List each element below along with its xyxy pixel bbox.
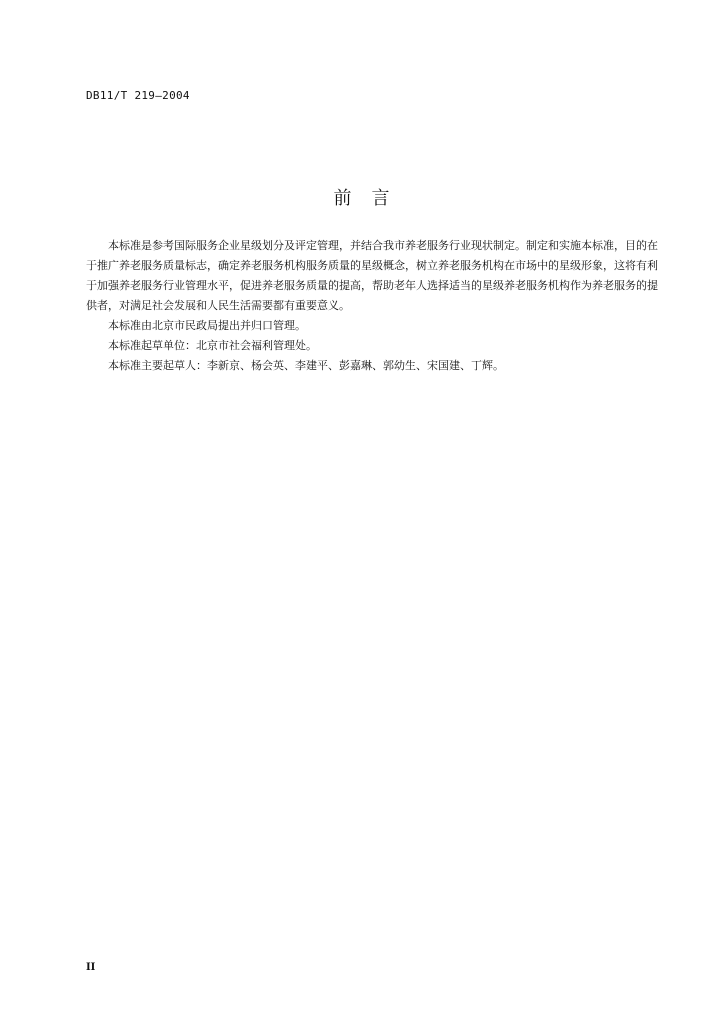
standard-code: DB11/T 219—2004 xyxy=(86,89,190,102)
foreword-paragraph-drafting-unit: 本标准起草单位：北京市社会福利管理处。 xyxy=(108,339,317,352)
foreword-body xyxy=(86,236,658,376)
page-title: 前 言 xyxy=(333,188,391,209)
foreword-paragraph-drafters: 本标准主要起草人：李新京、杨会英、李建平、彭嘉琳、郭幼生、宋国建、丁辉。 xyxy=(108,359,504,372)
foreword-paragraph-proposer: 本标准由北京市民政局提出并归口管理。 xyxy=(108,319,306,332)
foreword-paragraph-purpose: 本标准是参考国际服务企业星级划分及评定管理，并结合我市养老服务行业现状制定。制定和实施本标准，目的在于推广养老服务质量标志，确定养老服务机构服务质量的星级概念，树立养老服务机构在市场中的星级形象，这将有利于加强养老服务行业管理水平，促进养老服务质量的提高，帮助老年人选择适当的星级养老服务机构作为养老服务的提供者，对满足社会发展和人民生活需要都有重要意义。 xyxy=(86,239,658,312)
page-number: II xyxy=(86,962,96,973)
